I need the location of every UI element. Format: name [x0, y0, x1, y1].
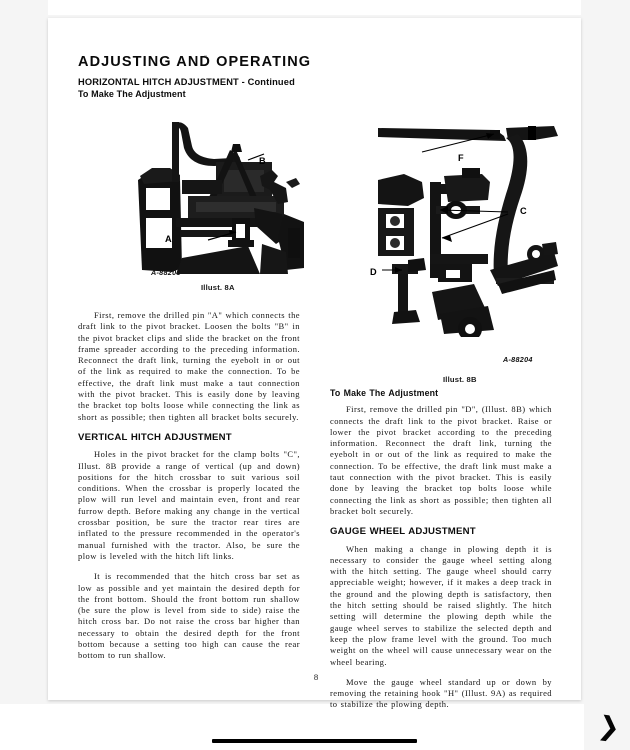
callout-label-b: B — [259, 156, 266, 166]
part-number-8a: A-88203 — [151, 268, 181, 277]
right-text-column — [330, 388, 552, 720]
part-number-8b: A-88204 — [503, 355, 533, 364]
callout-label-d: D — [370, 267, 377, 277]
callout-label-c: C — [520, 206, 527, 216]
paragraph: Move the gauge wheel standard up or down by removing the retaining hook "H" (Illust. 9A) as required to stabilize the plowing depth. — [330, 676, 552, 710]
heading-vertical-hitch-adjustment: VERTICAL HITCH ADJUSTMENT — [78, 431, 232, 443]
illustration-8a — [136, 118, 306, 276]
left-text-column — [78, 310, 300, 671]
heading-gauge-wheel-adjustment: GAUGE WHEEL ADJUSTMENT — [330, 526, 476, 538]
paragraph: Holes in the pivot bracket for the clamp bolts "C", Illust. 8B provide a range of vertical (up and down) positions for the hitch crossbar to suit various soil conditions. When the crossbar is properly located the plow will run level and maintain even, front and rear furrow depth. Before making any change in the vertical crossbar position, be sure the tractor rear tires are inflated to the pressure recommended in the operator's manual furnished with the tractor. Also, be sure the plow is leveled with the hitch lift links. — [78, 449, 300, 561]
heading-to-make-the-adjustment: To Make The Adjustment — [330, 388, 439, 398]
illustration-8b — [378, 124, 558, 337]
corner-scan-artifact-icon: ❯ — [596, 710, 622, 744]
illustration-8b-graphic — [378, 124, 558, 337]
illustration-8a-graphic — [136, 118, 306, 276]
page-top-edge — [48, 0, 581, 15]
page-right-gutter — [584, 0, 630, 750]
document-page — [48, 18, 581, 710]
section-subsubtitle: To Make The Adjustment — [78, 89, 186, 99]
bottom-black-bar — [212, 739, 417, 743]
illustration-caption-8b: Illust. 8B — [443, 375, 477, 384]
section-subtitle: HORIZONTAL HITCH ADJUSTMENT - Continued — [78, 77, 295, 87]
page-title: ADJUSTING AND OPERATING — [78, 54, 312, 70]
callout-label-f: F — [458, 153, 464, 163]
paragraph: First, remove the drilled pin "D", (Illust. 8B) which connects the draft link to the pivot bracket. Raise or lower the pivot bracket according to the preceding information. Reconnect the draft link, turning the eyebolt in or out of the link as required to make the connection. To be effective, the draft link must make a taut connection with the pivot bracket. This is easily done by leaving the bracket top bolts loose while connecting the link as short as possible; then tighten all bracket bolt securely. — [330, 404, 552, 516]
callout-label-a: A — [165, 234, 172, 244]
page-number: 8 — [313, 673, 319, 683]
page-content — [48, 18, 581, 710]
paragraph: When making a change in plowing depth it is necessary to consider the gauge wheel setting along with the hitch setting. The gauge wheel should carry appreciable weight; however, if it makes a deep track in the ground and the plowing depth is satisfactory, then the hitch setting should be raised slightly. The hitch setting will determine the plowing depth while the gauge wheel serves to stabilize the selected depth and keep the plow frame level with the ground. Too much weight on the wheel will cause unnecessary wear on the wheel bearing. — [330, 543, 552, 667]
illustration-caption-8a: Illust. 8A — [201, 283, 235, 292]
paragraph: It is recommended that the hitch cross bar set as low as possible and yet maintain the desired depth for the front bottom. Should the front bottom run shallow (be sure the plow is level from side to side) raise the hitch cross bar. Do not raise the cross bar higher than necessary to obtain the desired depth for the front bottom because a setting too high can cause the rear bottom to run shallow. — [78, 571, 300, 661]
paragraph: First, remove the drilled pin "A" which connects the draft link to the pivot bracket. Loosen the bolts "B" in the pivot bracket clips and slide the bracket on the front frame spreader according to the preceding information. Reconnect the draft link, turning the eyebolt in or out of the link as required to make the connection. To be effective, the draft link must make a taut connection with the pivot bracket. This is easily done by leaving the bracket top bolts loose while connecting the link as short as possible; then tighten all bracket bolts securely. — [78, 310, 300, 422]
